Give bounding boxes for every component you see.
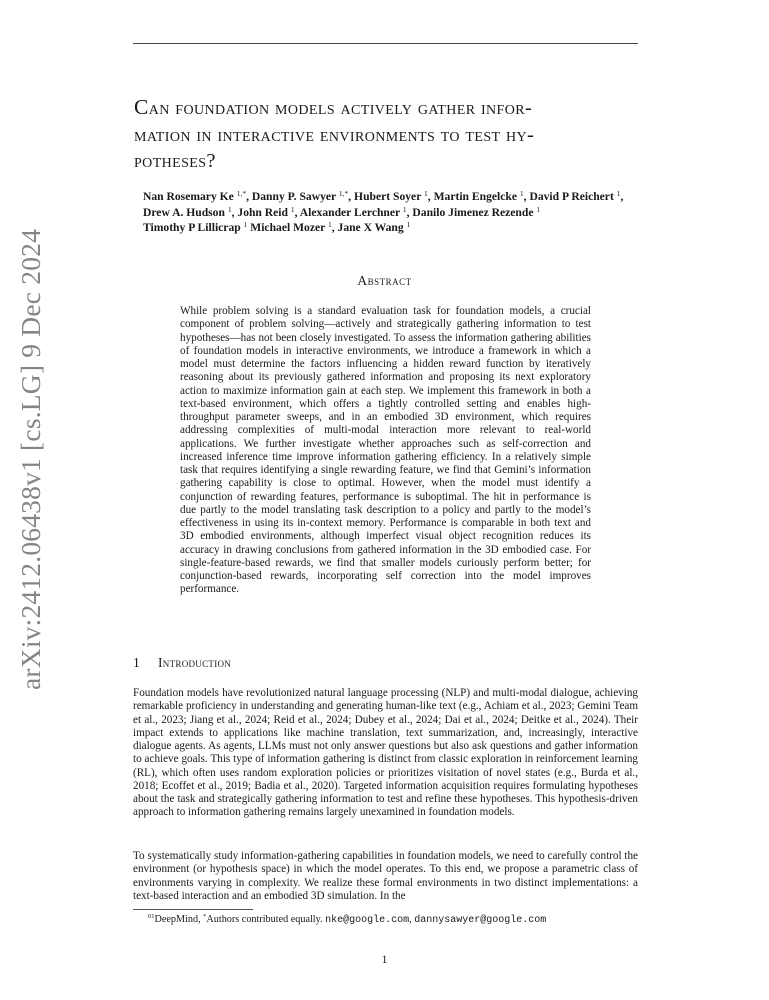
author-name: Danny P. Sawyer [251, 190, 336, 203]
abstract-text: While problem solving is a standard evaluation task for foundation models, a crucial component of problem solving—actively and strategically gathering information to test hypotheses—has not been closely investigated. To assess the information gathering abilities of foundation models in interactive environments, we introduce a framework in which a model must determine the factors influencing a hidden reward function by iteratively reasoning about its previously gathered information and proposing its next exploratory action to maximize information gain at each step. We implement this framework in both a text-based environment, which offers a tightly controlled setting and enables high-throughput parameter sweeps, and in an embodied 3D environment, which requires addressing complexities of multi-modal interaction more relevant to real-world applications. We further investigate whether approaches such as self-correction and increased inference time improve information gathering efficiency. In a relatively simple task that requires identifying a single rewarding feature, we find that Gemini’s information gathering capability is close to optimal. However, when the model must identify a conjunction of rewarding features, performance is suboptimal. The hit in performance is due partly to the model translating task description to a policy and partly to the model’s effectiveness in using its in-context memory. Performance is comparable in both text and 3D embodied environments, although imperfect visual object recognition reduces its accuracy in drawing conclusions from gathered information in the 3D embodied case. For single-feature-based rewards, we find that smaller models curiously perform better; for conjunction-based rewards, incorporating self correction into the model improves performance. [180, 305, 591, 596]
author-affiliation: 1 [243, 220, 248, 229]
title-line-2: mation in interactive environments to test hy- [134, 123, 535, 146]
author-name: Michael Mozer [250, 221, 326, 234]
email-link[interactable]: dannysawyer@google.com [414, 915, 547, 926]
section-number: 1 [133, 655, 141, 670]
author: Martin Engelcke $^1$, [433, 189, 530, 203]
author-name: John Reid [237, 205, 288, 219]
author-name: Drew A. Hudson [143, 205, 225, 219]
author-affiliation: 1 [327, 220, 332, 229]
title-line-3: potheses? [134, 150, 216, 172]
author [338, 221, 411, 234]
author: Michael Mozer $^1$, [250, 220, 338, 234]
author-name: Alexander Lerchner [299, 205, 400, 219]
author-affiliation: 1 [519, 189, 524, 198]
author [412, 206, 540, 219]
author-name: Martin Engelcke [433, 190, 517, 203]
paper-title [134, 94, 646, 175]
arxiv-identifier: arXiv:2412.06438v1 [cs.LG] 9 Dec 2024 [15, 228, 46, 690]
author-name: Timothy P Lillicrap [143, 221, 241, 234]
page-number: 1 [381, 954, 388, 966]
author-affiliation: 1 [402, 204, 407, 214]
author-list [143, 189, 688, 236]
author-name: Nan Rosemary Ke [143, 190, 234, 203]
author: Danny P. Sawyer $^{1,*}$, [251, 189, 355, 203]
section-heading-introduction: 1 Introduction [133, 655, 232, 670]
author-affiliation: 1 [536, 204, 541, 214]
author-affiliation: 1 [227, 204, 232, 214]
email-link[interactable]: nke@google.com [325, 915, 410, 926]
author-affiliation: 1 [290, 204, 295, 214]
author [143, 221, 250, 234]
author-affiliation: 1 [616, 189, 621, 198]
author: John Reid $^1$, [237, 204, 300, 219]
author: David P Reichert $^1$, [529, 189, 624, 203]
author-name: Jane X Wang [337, 221, 404, 234]
footnote-rule [133, 909, 253, 910]
author-affiliation: 1,* [338, 189, 349, 198]
top-rule [133, 43, 638, 44]
author: Drew A. Hudson $^1$, [143, 204, 238, 219]
title-line-1: an foundation models actively gather infor- [148, 97, 533, 119]
title-initial: C [134, 95, 149, 119]
intro-paragraph-1: Foundation models have revolutionized natural language processing (NLP) and multi-modal dialogue, achieving remarkable proficiency in understanding and generating human-like text (e.g., Achiam et al., 2023; Gemini Team et al., 2023; Jiang et al., 2024; Reid et al., 2024; Dubey et al., 2024; Dai et al., 2024; Deitke et al., 2024). Their impact extends to applications like machine translation, text summarization, and, increasingly, interactive dialogue agents. As agents, LLMs must not only answer questions but also ask questions and gather information to achieve goals. This type of information gathering is distinct from classic exploration in reinforcement learning (RL), which often uses random exploration policies or prioritizes visitation of novel states (e.g., Burda et al., 2018; Ecoffet et al., 2019; Badia et al., 2020). Targeted information acquisition requires formulating hypotheses about the task and strategically gathering information to test and refine these hypotheses. This hypothesis-driven approach to information gathering remains largely unexamined in foundation models. [133, 687, 638, 819]
author-affiliation: 1 [424, 189, 428, 198]
author-affiliation: 1,* [236, 189, 247, 198]
author-name: Danilo Jimenez Rezende [412, 205, 534, 219]
author-affiliation: 1 [406, 220, 411, 229]
author: Nan Rosemary Ke $^{1,*}$, [143, 189, 252, 203]
intro-paragraph-2: To systematically study information-gathering capabilities in foundation models, we need to carefully control the environment (or hypothesis space) in which the model operates. To this end, we propose a parametric class of environments varying in complexity. We realize these formal environments in two distinct implementations: a text-based interaction and an embodied 3D simulation. In the [133, 850, 638, 902]
author: Hubert Soyer $^1$, [354, 189, 434, 203]
author: Alexander Lerchner $^1$, [299, 204, 413, 219]
author-name: Hubert Soyer [354, 190, 422, 203]
footnote: $^{01}$DeepMind, *Authors contributed equally. nke@google.com, dannysawyer@google.com [148, 913, 547, 926]
abstract-heading: Abstract [357, 273, 412, 288]
author-name: David P Reichert [529, 190, 614, 203]
